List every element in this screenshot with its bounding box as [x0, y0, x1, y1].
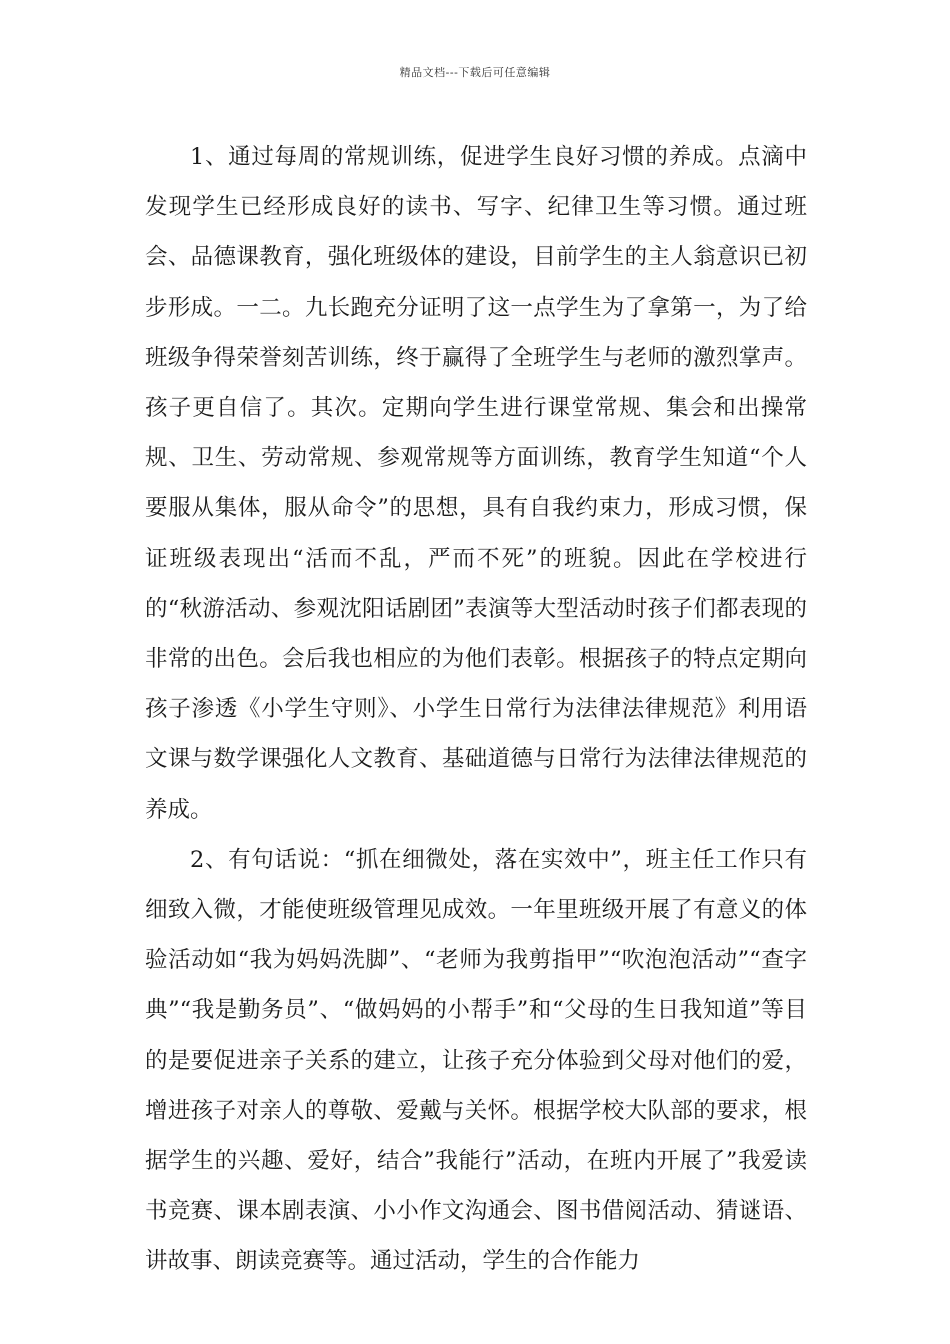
paragraph-2: 2、有句话说：“抓在细微处，落在实效中”，班主任工作只有细致入微，才能使班级管理见成效。一年里班级开展了有意义的体验活动如“我为妈妈洗脚”、“老师为我剪指甲”“吹泡泡活动”“查字典”“我是勤务员”、“做妈妈的小帮手”和“父母的生日我知道”等目的是要促进亲子关系的建立，让孩子充分体验到父母对他们的爱，增进孩子对亲人的尊敬、爱戴与关怀。根据学校大队部的要求，根据学生的兴趣、爱好，结合”我能行”活动，在班内开展了”我爱读书竞赛、课本剧表演、小小作文沟通会、图书借阅活动、猜谜语、讲故事、朗读竞赛等。通过活动，学生的合作能力 [145, 846, 807, 1275]
page-header: 精品文档---下载后可任意编辑 [399, 66, 551, 79]
paragraph-1: 1、通过每周的常规训练，促进学生良好习惯的养成。点滴中发现学生已经形成良好的读书、写字、纪律卫生等习惯。通过班会、品德课教育，强化班级体的建设，目前学生的主人翁意识已初步形成。一二。九长跑充分证明了这一点学生为了拿第一，为了给班级争得荣誉刻苦训练，终于赢得了全班学生与老师的激烈掌声。孩子更自信了。其次。定期向学生进行课堂常规、集会和出操常规、卫生、劳动常规、参观常规等方面训练，教育学生知道“个人要服从集体，服从命令”的思想，具有自我约束力，形成习惯，保证班级表现出“活而不乱，严而不死”的班貌。因此在学校进行的“秋游活动、参观沈阳话剧团”表演等大型活动时孩子们都表现的非常的出色。会后我也相应的为他们表彰。根据孩子的特点定期向孩子渗透《小学生守则》、小学生日常行为法律法律规范》利用语文课与数学课强化人文教育、基础道德与日常行为法律法律规范的养成。 [145, 144, 807, 823]
document-body [145, 132, 807, 1287]
